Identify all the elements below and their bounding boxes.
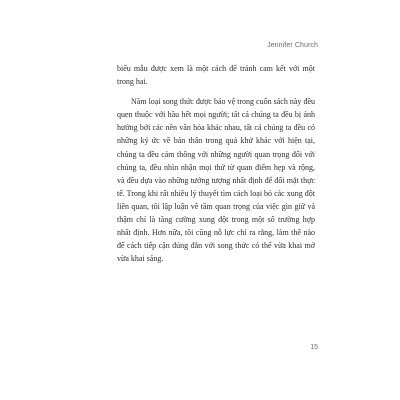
running-header-author: Jennifer Church [267,42,318,49]
body-text [117,62,315,265]
paragraph-main: Năm loại song thức được bảo vệ trong cuốn sách này đều quen thuộc với hầu hết mọi người; tất cả chúng ta đều bị ảnh hưởng bởi các nền văn hóa khác nhau, tất cả chúng ta đều có những ký ức về bản thân trong quá khứ khác với hiện tại, chúng ta đều cảm thông với những người quan trọng đối với chúng ta, đều nhìn nhận mọi thứ từ quan điểm hẹp và rộng, và đều dựa vào những tưởng tượng nhất định để đối mặt thực tế. Trong khi rất nhiều lý thuyết tìm cách loại bỏ các xung đột liên quan, tôi lập luận về tầm quan trọng của việc gìn giữ và thậm chí là tăng cường xung đột trong một số trường hợp nhất định. Hơn nữa, tôi cũng nỗ lực chỉ ra rằng, làm thế nào để cách tiếp cận đúng đắn với song thức có thể vừa khai mở vừa khai sáng. [117,97,315,264]
page-number: 15 [310,344,318,351]
paragraph-continuation: biểu mẫu được xem là một cách để tránh cam kết với một trong hai. [117,64,315,87]
